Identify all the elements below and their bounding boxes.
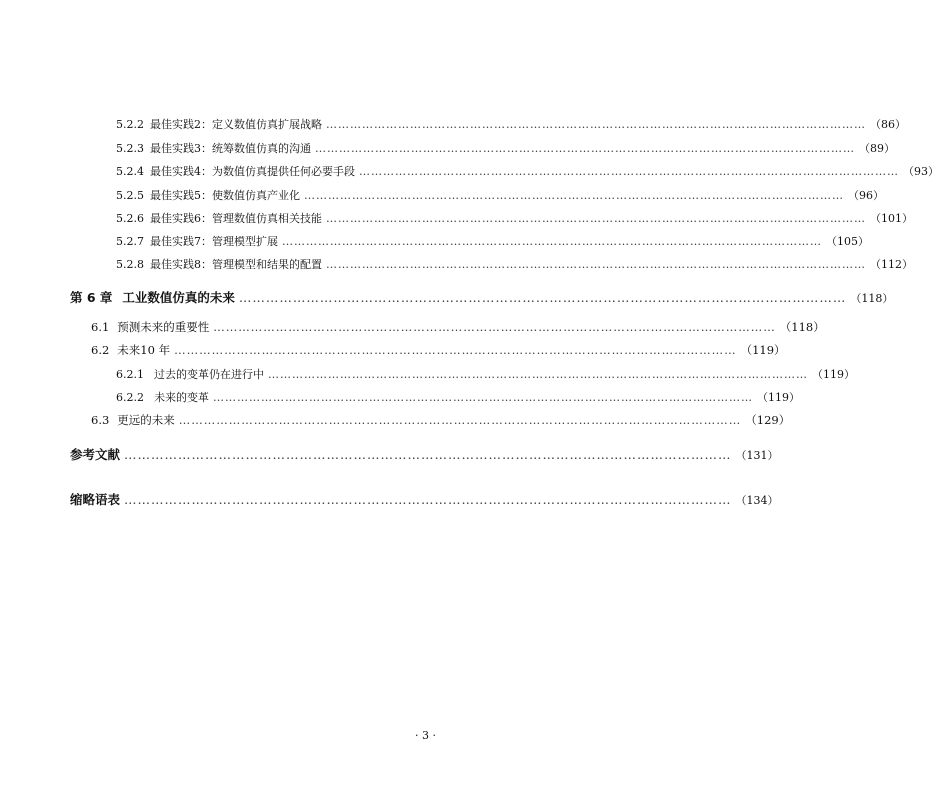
toc-leader: ………………………………………………………………………………………………………………………	[124, 492, 732, 507]
toc-number: 5.2.4	[116, 165, 144, 178]
toc-title: 未来的变革	[154, 391, 209, 404]
toc-page: （112）	[870, 258, 913, 271]
toc-entry	[116, 366, 855, 382]
toc-page: （96）	[848, 189, 884, 202]
toc-entry	[116, 233, 869, 249]
toc-leader: ………………………………………………………………………………………………………………………	[315, 142, 855, 155]
toc-page: （89）	[859, 142, 895, 155]
toc-page: （119）	[812, 368, 855, 381]
toc-page: （118）	[850, 292, 894, 305]
toc-leader: ………………………………………………………………………………………………………………………	[326, 212, 866, 225]
toc-page: （86）	[870, 118, 906, 131]
toc-entry	[116, 116, 906, 132]
toc-page: （119）	[740, 343, 786, 357]
toc-page: （118）	[779, 320, 825, 334]
toc-page: （134）	[735, 494, 779, 507]
toc-leader: ………………………………………………………………………………………………………………………	[213, 391, 753, 404]
toc-entry	[116, 210, 913, 226]
toc-number: 5.2.2	[116, 118, 144, 131]
toc-number: 6.1	[91, 320, 110, 334]
toc-title: 最佳实践7：管理模型扩展	[150, 235, 278, 248]
toc-leader: ………………………………………………………………………………………………………………………	[213, 320, 776, 334]
toc-entry	[116, 163, 939, 179]
toc-title: 最佳实践5：使数值仿真产业化	[150, 189, 300, 202]
toc-leader: ………………………………………………………………………………………………………………………	[326, 118, 866, 131]
toc-abbreviations	[70, 490, 779, 508]
toc-number: 6.3	[91, 413, 110, 427]
toc-number: 5.2.3	[116, 142, 144, 155]
toc-number: 5.2.6	[116, 212, 144, 225]
toc-title: 最佳实践8：管理模型和结果的配置	[150, 258, 322, 271]
toc-leader: ………………………………………………………………………………………………………………………	[124, 447, 732, 462]
toc-chapter-6	[70, 288, 894, 306]
toc-chapter-number: 第 6 章	[70, 290, 113, 305]
toc-leader: ………………………………………………………………………………………………………………………	[174, 343, 737, 357]
toc-entry	[116, 140, 895, 156]
page-number: · 3 ·	[415, 729, 436, 742]
toc-entry	[116, 256, 913, 272]
toc-page: （129）	[745, 413, 791, 427]
toc-title: 预测未来的重要性	[117, 320, 210, 334]
toc-leader: ………………………………………………………………………………………………………………………	[304, 189, 844, 202]
toc-leader: ………………………………………………………………………………………………………………………	[326, 258, 866, 271]
toc-title: 最佳实践6：管理数值仿真相关技能	[150, 212, 322, 225]
toc-title: 未来10 年	[117, 343, 171, 357]
toc-leader: ………………………………………………………………………………………………………………………	[238, 290, 847, 305]
toc-references	[70, 445, 779, 463]
toc-number: 5.2.5	[116, 189, 144, 202]
toc-title: 最佳实践4：为数值仿真提供任何必要手段	[150, 165, 355, 178]
toc-leader: ………………………………………………………………………………………………………………………	[178, 413, 742, 427]
toc-chapter-title: 缩略语表	[70, 492, 121, 507]
toc-entry	[91, 319, 825, 335]
toc-entry	[91, 342, 786, 358]
toc-entry	[91, 412, 791, 428]
toc-chapter-title: 工业数值仿真的未来	[122, 290, 235, 305]
toc-title: 过去的变革仍在进行中	[154, 368, 264, 381]
toc-number: 5.2.8	[116, 258, 144, 271]
toc-number: 6.2.2	[116, 391, 144, 404]
toc-page: （105）	[826, 235, 869, 248]
toc-page: （119）	[757, 391, 800, 404]
toc-number: 6.2	[91, 343, 110, 357]
toc-title: 更远的未来	[117, 413, 175, 427]
toc-title: 最佳实践3：统筹数值仿真的沟通	[150, 142, 311, 155]
toc-page: （101）	[870, 212, 913, 225]
toc-title: 最佳实践2：定义数值仿真扩展战略	[150, 118, 322, 131]
toc-chapter-title: 参考文献	[70, 447, 121, 462]
toc-entry	[116, 389, 800, 405]
toc-leader: ………………………………………………………………………………………………………………………	[282, 235, 822, 248]
toc-leader: ………………………………………………………………………………………………………………………	[359, 165, 899, 178]
toc-number: 6.2.1	[116, 368, 144, 381]
toc-leader: ………………………………………………………………………………………………………………………	[268, 368, 808, 381]
toc-page: （93）	[903, 165, 939, 178]
toc-number: 5.2.7	[116, 235, 144, 248]
toc-entry	[116, 187, 884, 203]
toc-page: （131）	[735, 449, 779, 462]
